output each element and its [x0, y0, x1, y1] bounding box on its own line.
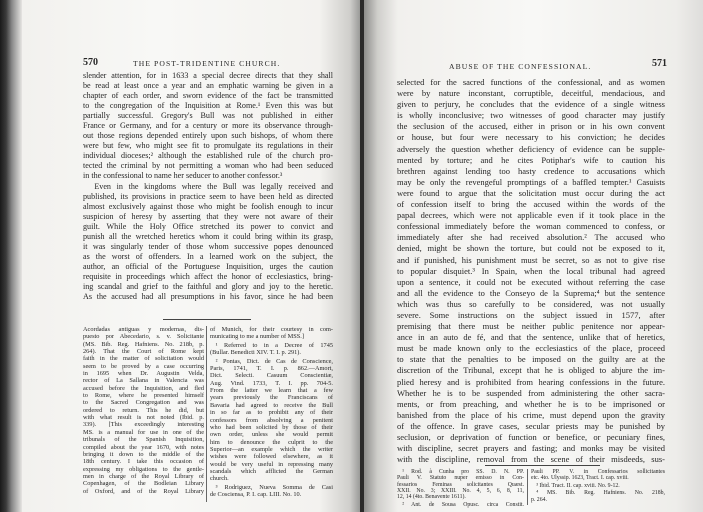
paragraph	[531, 483, 665, 489]
text-line: Pauli V. Statuto nuper emisso in Con-	[397, 475, 524, 482]
footnote-rule-right	[485, 465, 600, 466]
text-line: is wholly inconclusive; two witnesses of good character may justify	[397, 110, 665, 121]
text-line: Bavaria had agreed to receive the Bull	[210, 401, 333, 409]
text-line: be read at least once a year and an emphatic warning be given in a	[83, 81, 333, 91]
paragraph	[210, 484, 333, 499]
text-line: out those regions depended entirely upon such bishops, of whom there	[83, 131, 333, 141]
text-line: ing scandal and grief to the faithful and glory and joy to the heretic.	[83, 281, 333, 291]
text-line: ³ Rodriguez, Nueva Somma de Casi	[215, 483, 333, 491]
running-head-right: ABUSE OF THE CONFESSIONAL.	[449, 62, 592, 71]
text-line: Superior—an example which the writer	[210, 445, 333, 453]
text-line: with the discipline, removal from the scene of their misdeeds, sus-	[397, 454, 665, 465]
text-line: As the accused had all presumptions in his favor, since he had been	[83, 292, 333, 302]
text-line: author, an official of the Portuguese Inquisition, urges the caution	[83, 261, 333, 271]
text-line: puesto por Abecedario, s. v. Solicitante	[83, 333, 204, 341]
text-line: discretion of the Tribunal, except that he is obliged to abjure the im-	[397, 365, 665, 376]
text-line: Acordadas antiguas y modernas, dis-	[83, 326, 204, 333]
text-line: seclusion, or deprivation of function or benefice, or pecuniary fines,	[397, 432, 665, 442]
text-line: would be very useful in repressing many	[210, 460, 333, 468]
text-line: 264). That the Court of Rome kept	[83, 348, 204, 356]
text-line: almost exclusively against those who might be foolish enough to incur	[83, 201, 333, 211]
text-line: France or Germany, and for a century or more its observance through-	[83, 121, 333, 131]
text-line: p. 264.	[531, 496, 547, 503]
text-line: of the offence. In grave cases, secular priests may be punished by	[397, 420, 665, 431]
text-line: severe. Some instructions on the subject issued in 1577, after	[397, 309, 665, 320]
text-line: with discipline, secret prayers and fasting; and monks may be visited	[397, 443, 665, 454]
right-footnotes-col2	[531, 469, 665, 504]
text-line: Dict. Selecti. Casuum Conscientiæ,	[210, 372, 333, 380]
text-line: XXII. No. 3; XXIII. No. 4, 5, 6, 8, 11,	[397, 487, 524, 494]
text-line: municating to me a number of MSS.]	[210, 333, 304, 341]
text-line: the seclusion of the accused, either in prison or in his own convent	[397, 121, 665, 132]
text-line: banished from the place of his crime, must depend upon the gravity	[397, 409, 665, 420]
text-line: confessors from absolving a penitent	[210, 416, 333, 424]
text-line: immediately after she had received absolution.² The accused who	[397, 232, 665, 243]
text-line: guilt. While the Holy Office stretched its power to convict and	[83, 221, 333, 231]
text-line: wishes were followed elsewhere, as it	[210, 453, 333, 461]
text-line: selected for the sacred functions of the confessional, and as women	[397, 77, 665, 87]
text-line: it was singularly tender of those whom successive popes denounced	[83, 241, 333, 251]
text-line: published, its provisions in practice seem to have been held as directed	[83, 191, 333, 201]
text-line: plied heresy and is prohibited from hearing confessions in the future.	[397, 376, 665, 387]
text-line: (Bullar. Benedicti XIV. T. I. p. 291).	[210, 349, 301, 357]
text-line: in so far as to prohibit any of their	[210, 409, 333, 417]
text-line: accused before the Inquisition, and fled	[83, 384, 204, 392]
text-line: and if punished, his punishment must be secret, so as not to give rise	[397, 254, 665, 265]
text-line: upon a sentence, it could not be executed without referring the case	[397, 276, 665, 287]
text-line: in 1695 when Dr. Augustin Velda,	[83, 370, 204, 378]
text-line: denied, might be shown the torture, but could not be exposed to it,	[397, 243, 665, 254]
text-line: to Rome, where he presented himself	[83, 392, 204, 400]
text-line: MS. is a manual for use in one of the	[83, 428, 204, 436]
text-line: ¹ Referred to in a Decree of 1745	[215, 341, 333, 349]
text-line: Paris, 1741, T. I. p. 862.—Amort,	[210, 365, 333, 373]
text-line: seem to be proved by a case occurring	[83, 362, 204, 370]
text-line: chapter of each order, and sworn evidence of the fact be transmitted	[83, 91, 333, 101]
text-line: 339). [This exceedingly interesting	[83, 421, 204, 429]
text-line: or house, but four were necessary to his conviction; he decides	[397, 132, 665, 143]
text-line: church.	[210, 475, 229, 483]
paragraph	[397, 77, 665, 465]
text-line: were by nature inconstant, corruptible, deceitful, mendacious, and	[397, 88, 665, 99]
text-line: were but few, who might see fit to promulgate its regulations in their	[83, 141, 333, 151]
text-line: (MS. Bib. Reg. Hafniens. No. 218b, p.	[83, 340, 204, 348]
text-line: Aug. Vind. 1733, T. I. pp. 704-5.	[210, 379, 333, 387]
text-line: to the congregation of the Inquisition at Rome.¹ Even this was but	[83, 101, 333, 111]
text-line: 18th century. I take this occasion of	[83, 458, 204, 466]
running-head-left: THE POST-TRIDENTINE CHURCH.	[133, 59, 281, 68]
text-line: ordered to return. This he did, but	[83, 406, 204, 414]
text-line: partially successful. Gregory's Bull was not published in either	[83, 111, 333, 121]
text-line: 12, 14 (4to. Benavente 1611).	[397, 494, 466, 501]
paragraph	[83, 71, 333, 182]
footnote-column-divider-right	[527, 469, 528, 505]
text-line: ³ Ibid. Tract. II. cap. xviii. No. 9-12.	[536, 482, 620, 489]
text-line: to the Sacred Congregation and was	[83, 399, 204, 407]
text-line: may be only the revengeful promptings of a baffled tempter.¹ Casuists	[397, 176, 665, 187]
text-line: who had been solicited by those of their	[210, 423, 333, 431]
text-line: ² Ant. de Sousa Opusc. circa Constit.	[402, 501, 524, 508]
text-line: confessional immediately before the woman commenced to confess, or	[397, 221, 665, 232]
paragraph	[83, 182, 333, 303]
text-line: of Oxford, and of the Royal Library	[83, 487, 204, 495]
text-line: faith in the matter of solicitation would	[83, 355, 204, 363]
text-line: of confession itself to bring the accused within the words of the	[397, 199, 665, 210]
text-line: and all the evidence to the Conseyo de la Suprema;⁴ but the sentence	[397, 287, 665, 298]
text-line: in the confessional to name her seducer to another confessor.³	[83, 171, 283, 181]
text-line: ments, or from preaching, and whether he is to be imprisoned or	[397, 398, 665, 409]
text-line: to state that the penalties to be imposed on the guilty are at the	[397, 354, 665, 365]
text-line: compiled about the year 1670, with notes	[83, 443, 204, 451]
paragraph	[210, 326, 333, 341]
text-line: Whether he is to be suspended from administering the other sacra-	[397, 387, 665, 398]
text-line: punish all the wretched heretics whom it could bring within its grasp,	[83, 231, 333, 241]
text-line: premising that there must be neither public penitence nor appear-	[397, 321, 665, 332]
text-line: Pauli PP. V. in Confessarios sollicitantes	[531, 469, 665, 475]
right-footnotes-col1	[397, 469, 524, 509]
paragraph	[531, 469, 665, 482]
text-line: to popular disquiet.³ In Spain, when the local tribunal had agreed	[397, 265, 665, 276]
paragraph	[83, 326, 204, 495]
paragraph	[531, 490, 665, 503]
text-line: ance in an auto de fé, and that the sentence, unlike that of heretics,	[397, 332, 665, 343]
footnote-rule-left	[163, 319, 251, 320]
text-line: as the worst of offenders. In a learned work on the subject, the	[83, 251, 333, 261]
text-line: were found to argue that the solicitation must occur during the act	[397, 187, 665, 198]
text-line: must be made known only to the ecclesiastics of the place, proceed	[397, 343, 665, 354]
text-line: mented by torture; and he cites Potiphar's wife to caution his	[397, 154, 665, 165]
text-line: From the latter we learn that a few	[210, 387, 333, 395]
text-line: bringing it down to the middle of the	[83, 450, 204, 458]
page-number-right: 571	[652, 58, 667, 69]
text-line: suspicion of heresy by asserting that they were not aware of their	[83, 211, 333, 221]
text-line: given to perjury, he concludes that the evidence of a single witness	[397, 99, 665, 110]
text-line: men in charge of the Royal Library of	[83, 472, 204, 480]
left-footnotes-col2	[210, 326, 333, 500]
text-line: de Cosciensa, P. I. cap. LIII. No. 10.	[210, 491, 302, 499]
page-number-left: 570	[83, 57, 98, 68]
paragraph	[210, 358, 333, 483]
text-line: scandals which afflicted the German	[210, 467, 333, 475]
book-left-edge	[0, 0, 22, 512]
paragraph	[397, 502, 524, 508]
text-line: etc. 4to. Ulyssip. 1623, Tract. I. cap. xviii.	[531, 475, 629, 482]
text-line: tribunals of the Spanish Inquisition,	[83, 436, 204, 444]
text-line: Copenhagen, of the Bodleian Library	[83, 480, 204, 488]
footnote-column-divider-left	[206, 326, 207, 502]
text-line: ¹ Rod. à Cunha pro SS. D. N. PP.	[402, 469, 524, 475]
text-line: expressing my obligations to the gentle-	[83, 465, 204, 473]
text-line: own order, unless she would permit	[210, 431, 333, 439]
left-footnotes-col1	[83, 326, 204, 496]
text-line: rector of La Sallana in Valencia was	[83, 377, 204, 385]
text-line: requisite in proceedings which affect the honor of ecclesiastics, bring-	[83, 271, 333, 281]
text-line: years previously the Franciscans of	[210, 394, 333, 402]
left-body-text	[83, 71, 333, 302]
text-line: fessarios Feminas solicitantes Quæst.	[397, 481, 524, 488]
text-line: slender attention, for in 1633 a special decree directs that they shall	[83, 71, 333, 80]
text-line: ² Pontas, Dict. de Cas de Conscience,	[215, 357, 333, 365]
text-line: ⁴ MS. Bib. Reg. Hafniens. No. 218b,	[536, 490, 665, 497]
text-line: individual dioceses;² although the established rule of the church pro-	[83, 151, 333, 161]
text-line: papal decrees, which were not applicable even if it took place in the	[397, 210, 665, 221]
text-line: Even in the kingdoms where the Bull was legally received and	[94, 181, 333, 191]
right-body-text	[397, 77, 665, 465]
text-line: which was thus so carefully to be considered, was not usually	[397, 298, 665, 309]
text-line: brethren against lending too hasty credence to accusations which	[397, 165, 665, 176]
text-line: tected the criminal by not permitting a woman who had been seduced	[83, 161, 333, 171]
paragraph	[210, 342, 333, 357]
text-line: with what result is not noted (Ibid. p.	[83, 414, 204, 422]
text-line: of Munich, for their courtesy in com-	[210, 326, 333, 333]
text-line: him to denounce the culprit to the	[210, 438, 333, 446]
paragraph	[397, 469, 524, 500]
text-line: adversely the question whether deficiency of evidence can be supple-	[397, 143, 665, 154]
